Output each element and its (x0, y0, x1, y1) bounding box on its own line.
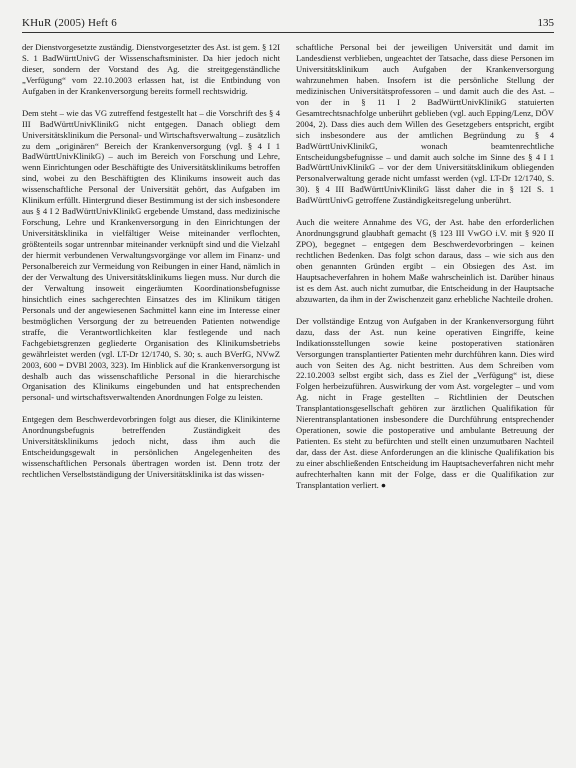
paragraph: schaftliche Personal bei der jeweiligen Universität und damit im Landesdienst verblieben, ungeachtet der Tatsache, dass diese Personen im Universitätsklinikum auch Aufgaben der Krankenversorgung wahrzunehmen haben. Insofern ist die persönliche Stellung der medizinischen Universitätsprofessoren – und damit auch die des Ast. – von der in § 11 I 2 BadWürttUnivKlinikG statuierten Gesamtrechtsnachfolge unberührt geblieben (vgl. auch Epping/Lenz, DÖV 2004, 2). Dass dies auch dem Willen des Gesetzgebers entspricht, ergibt sich insbesondere aus der amtlichen Begründung zu § 4 BadWürttUnivKlinikG, wonach beamtenrechtliche Entscheidungsbefugnisse – und damit auch solche im Sinne des § 4 I 1 BadWürttUnivKlinikG – vor der dem Universitätsklinikum obliegenden Personalverwaltung gerade nicht umfasst werden (vgl. LT-Dr 12/1740, S. 30). § 4 III BadWürttUnivKlinikG lässt daher die in § 12I S. 1 BadWürttUnivG getroffene Zuständigkeitsregelung unberührt. (296, 42, 554, 206)
paragraph: der Dienstvorgesetzte zuständig. Dienstvorgesetzter des Ast. ist gem. § 12I S. 1 BadWürttUnivG der Wissenschaftsminister. Da hier jedoch nicht dieser, sondern der Vorstand des Ag. die streitgegenständliche „Verfügung“ vom 22.10.2003 erlassen hat, ist die Entbindung von Aufgaben in der Krankenversorgung bereits formell rechtswidrig. (22, 42, 280, 96)
right-column (296, 42, 554, 491)
paragraph: Auch die weitere Annahme des VG, der Ast. habe den erforderlichen Anordnungsgrund glaubhaft gemacht (§ 123 III VwGO i.V. mit § 920 II ZPO), begegnet – entgegen dem Beschwerdevorbringen – keinen rechtlichen Bedenken. Das folgt schon daraus, dass – wie sich aus den oben genannten Gründen ergibt – ein Obsiegen des Ast. im Hauptsacheverfahren in hohem Maße wahrscheinlich ist. Darüber hinaus ist es dem Ast. auch nicht zumutbar, die Entscheidung in der Hauptsache abzuwarten, da ihm in der Zwischenzeit ganz erhebliche Nachteile drohen. (296, 217, 554, 304)
left-column (22, 42, 280, 480)
journal-reference: KHuR (2005) Heft 6 (22, 17, 117, 29)
page-header (22, 14, 554, 33)
paragraph: Der vollständige Entzug von Aufgaben in der Krankenversorgung führt dazu, dass der Ast. nun keine operativen Eingriffe, keine Indikationsstellungen sowie keine postoperativen stationären Versorgungen transplantierter Patienten mehr durchführen kann. Dies wird auch von Seiten des Ag. nicht bestritten. Aus dem Schreiben vom 22.10.2003 selbst ergibt sich, dass es Ziel der „Verfügung“ ist, diese Folgen herbeizuführen. Auswirkung der vom Ast. vorgelegter – und vom Ag. nicht in Frage gestellten – Richtlinien der Deutschen Transplantationsgesellschaft gehören zur ärztlichen Qualifikation für Nierentransplantationen insbesondere die Durchführung entsprechender Operationen, sowie die postoperative und ambulante Betreuung der Patienten. Es steht zu befürchten und stellt einen unzumutbaren Nachteil dar, dass der Ast. diese Anforderungen an die klinische Qualifikation bis zu einer abschließenden Entscheidung im Hauptsacheverfahren nicht mehr aufrechterhalten kann mit der Folge, dass er die Qualifikation zur Transplantation verliert. ● (296, 315, 554, 490)
page-number: 135 (537, 17, 554, 29)
paragraph: Dem steht – wie das VG zutreffend festgestellt hat – die Vorschrift des § 4 III BadWürttUnivKlinikG nicht entgegen. Danach obliegt dem Universitätsklinikum die Personal- und Wirtschaftsverwaltung – zusätzlich zu dem „originären“ Bereich der Krankenversorgung (vgl. § 4 I 1 BadWürttUnivKlinikG) – auch im Bereich von Forschung und Lehre, wenn Einrichtungen oder Beschäftigte des Universitätsklinikums betroffen sind, wobei zu den Beschäftigten des Klinikums insoweit auch das wissenschaftliche Personal der Universität gehört, das Aufgaben im Klinikum erfüllt. Hintergrund dieser Bestimmung ist der sich insbesondere aus § 4 I 2 BadWürttUnivKlinikG ergebende Umstand, dass medizinische Forschung, Lehre und Krankenversorgung in den Einrichtungen der Universitätsklinika in vielfältiger Weise miteinander verflochten, größtenteils sogar untrennbar miteinander verknüpft sind und die Vielzahl der hiermit verbundenen Verwaltungsvorgänge vor allem im Finanz- und Personalbereich zur Vermeidung von Reibungen in einer Hand, nämlich in der der Verwaltung des Universitätsklinikums liegen muss. Nur durch die der Verwaltung insoweit eingeräumten Koordinationsbefugnisse hinsichtlich eines sachgerechten Einsatzes des im Klinikum tätigen Personals und der angewiesenen Sachmittel kann eine im Interesse einer bestmöglichen Versorgung der zu betreuenden Patienten notwendige straffe, die Verantwortlichkeiten klar festlegende und nach Fachgebietsgrenzen gegliederte Organisation des Klinikumsbetriebs gewährleistet werden (vgl. LT-Dr 12/1740, S. 30; s. auch BVerfG, NVwZ 2003, 600 = DVBl 2003, 323). Im Hinblick auf die Krankenversorgung ist deshalb auch das wissenschaftliche Personal in die hierarchische Organisation des Klinikums eingebunden und hat entsprechenden personal- und wirtschaftsverwaltenden Anordnungen Folge zu leisten. (22, 107, 280, 403)
paragraph: Entgegen dem Beschwerdevorbringen folgt aus dieser, die Klinikinterne Anordnungsbefugnis betreffenden Zuständigkeit des Universitätsklinikums jedoch nicht, dass ihm auch die Entscheidungsgewalt in persönlichen Angelegenheiten des wissenschaftlichen Personals übertragen worden ist. Denn trotz der rechtlichen Verselbstständigung der Universitätsklinika ist das wissen- (22, 414, 280, 480)
